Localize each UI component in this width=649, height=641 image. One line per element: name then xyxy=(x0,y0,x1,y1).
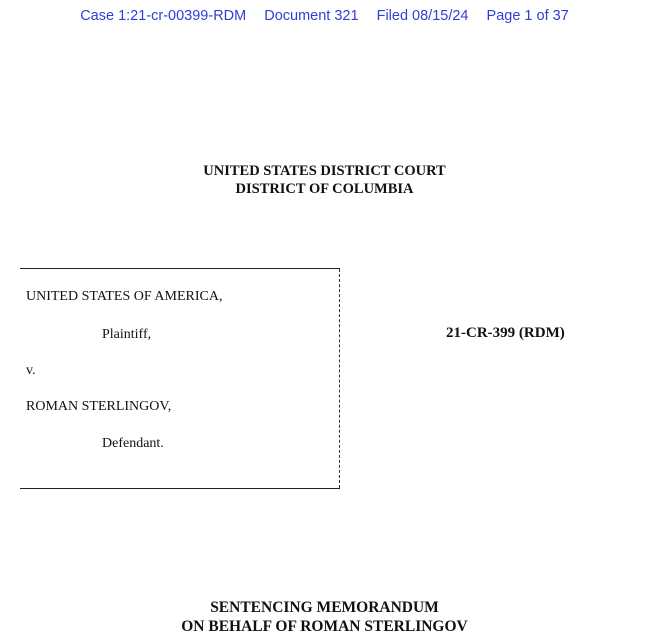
document-number: Document 321 xyxy=(264,8,359,24)
page-number: Page 1 of 37 xyxy=(486,8,569,24)
title-line-1: SENTENCING MEMORANDUM xyxy=(210,599,439,616)
court-name: UNITED STATES DISTRICT COURT xyxy=(203,163,446,179)
case-caption xyxy=(20,268,340,489)
case-id: Case 1:21-cr-00399-RDM xyxy=(80,8,247,24)
court-district: DISTRICT OF COLUMBIA xyxy=(235,181,414,197)
defendant-name: ROMAN STERLINGOV, xyxy=(26,399,172,414)
versus-label: v. xyxy=(26,363,36,378)
ecf-header xyxy=(0,8,649,24)
title-line-2: ON BEHALF OF ROMAN STERLINGOV xyxy=(181,618,468,635)
document-title xyxy=(0,598,649,636)
filed-date: Filed 08/15/24 xyxy=(376,8,469,24)
plaintiff-role: Plaintiff, xyxy=(102,327,152,342)
case-number: 21-CR-399 (RDM) xyxy=(446,325,565,341)
court-heading xyxy=(0,162,649,198)
caption-divider xyxy=(339,269,340,488)
defendant-role: Defendant. xyxy=(102,436,164,451)
plaintiff-name: UNITED STATES OF AMERICA, xyxy=(26,289,223,304)
